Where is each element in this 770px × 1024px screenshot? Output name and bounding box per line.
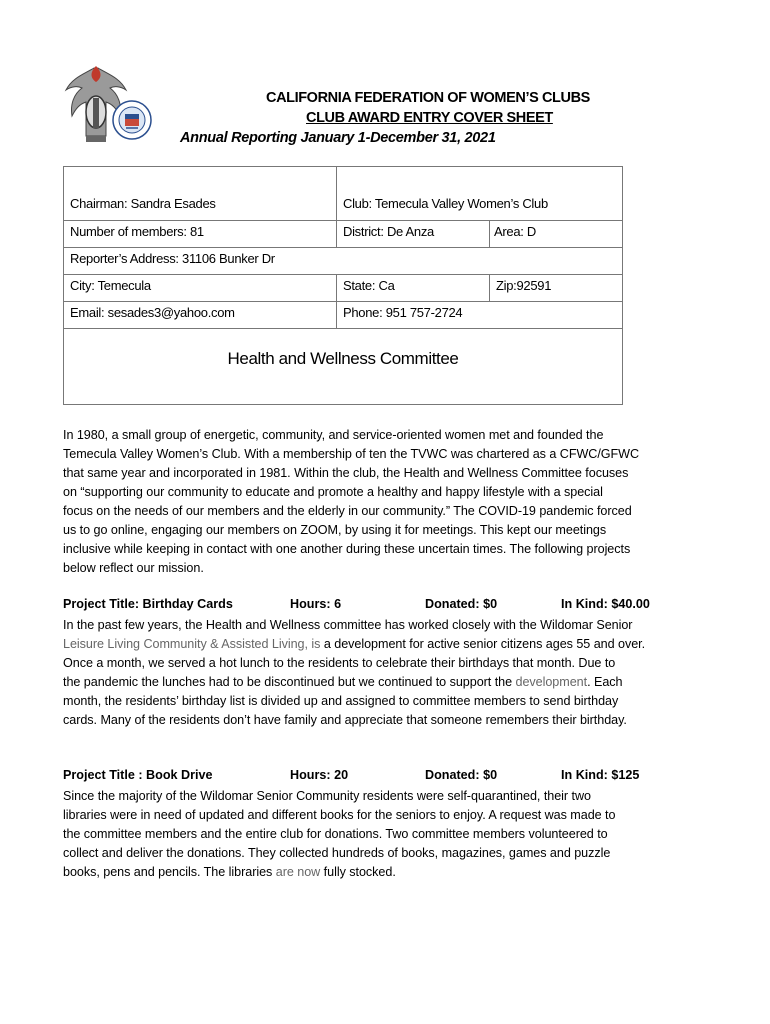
document-subtitle: CLUB AWARD ENTRY COVER SHEET	[306, 110, 553, 126]
intro-line: on “supporting our community to educate and promote a healthy and happy lifestyle with a special	[63, 485, 603, 499]
cover-sheet-form	[63, 166, 623, 405]
project-2-in-kind: In Kind: $125	[561, 768, 640, 782]
description-line: In the past few years, the Health and Wellness committee has worked closely with the Wildomar Senior	[63, 618, 633, 632]
description-line: Once a month, we served a hot lunch to the residents to celebrate their birthdays that month. Due to	[63, 656, 616, 670]
cfwc-seal-logo	[112, 100, 152, 140]
project-1-title: Project Title: Birthday Cards	[63, 597, 233, 611]
description-text: the pandemic the lunches had to be discontinued but we continued to support the	[63, 675, 516, 689]
project-2-donated: Donated: $0	[425, 768, 498, 782]
description-line: month, the residents’ birthday list is divided up and assigned to committee members to send birthday	[63, 694, 619, 708]
area-field: Area: D	[494, 224, 536, 239]
project-1-hours: Hours: 6	[290, 597, 342, 611]
document-title: CALIFORNIA FEDERATION OF WOMEN’S CLUBS	[266, 90, 590, 106]
description-text: . Each	[587, 675, 623, 689]
column-divider	[336, 167, 337, 247]
community-name: Leisure Living Community & Assisted Living, is	[63, 637, 321, 651]
description-line	[63, 635, 713, 654]
intro-line: focus on the needs of our members and the elderly in our community.” The COVID-19 pandemic forced	[63, 504, 632, 518]
project-1-donated: Donated: $0	[425, 597, 498, 611]
intro-line: inclusive while keeping in contact with one another during these uncertain times. The following projects	[63, 542, 631, 556]
description-text: a development for active senior citizens ages 55 and over.	[320, 637, 646, 651]
row-divider	[64, 301, 622, 302]
intro-line: that same year and incorporated in 1981. Within the club, the Health and Wellness Committee focuses	[63, 466, 629, 480]
intro-line: In 1980, a small group of energetic, community, and service-oriented women met and founded the	[63, 428, 604, 442]
address-field: Reporter’s Address: 31106 Bunker Dr	[70, 251, 275, 266]
reporting-period: Annual Reporting January 1-December 31, 2021	[180, 130, 496, 146]
description-text: fully stocked.	[320, 865, 396, 879]
project-2-hours: Hours: 20	[290, 768, 349, 782]
row-divider	[64, 247, 622, 248]
city-field: City: Temecula	[70, 278, 151, 293]
project-1-description	[63, 616, 713, 730]
intro-line: us to go online, engaging our members on ZOOM, by using it for meetings. This kept our meetings	[63, 523, 607, 537]
description-line: the committee members and the entire club for donations. Two committee members volunteered to	[63, 827, 608, 841]
description-line: cards. Many of the residents don’t have family and appreciate that someone remembers their birthday.	[63, 713, 627, 727]
intro-paragraph	[63, 426, 713, 578]
state-field: State: Ca	[343, 278, 395, 293]
project-2-title: Project Title : Book Drive	[63, 768, 213, 782]
column-divider	[489, 220, 490, 247]
description-line	[63, 863, 713, 882]
intro-line: Temecula Valley Women’s Club. With a membership of ten the TVWC was chartered as a CFWC/GFWC	[63, 447, 640, 461]
row-divider	[64, 274, 622, 275]
committee-name: Health and Wellness Committee	[227, 349, 459, 368]
column-divider	[336, 274, 337, 328]
intro-line: below reflect our mission.	[63, 561, 204, 575]
description-line: collect and deliver the donations. They collected hundreds of books, magazines, games and puzzle	[63, 846, 611, 860]
club-field: Club: Temecula Valley Women’s Club	[343, 196, 548, 211]
phone-field: Phone: 951 757-2724	[343, 305, 463, 320]
project-1-in-kind: In Kind: $40.00	[561, 597, 650, 611]
description-line: Since the majority of the Wildomar Senior Community residents were self-quarantined, their two	[63, 789, 591, 803]
row-divider	[64, 328, 622, 329]
chairman-field: Chairman: Sandra Esades	[70, 196, 216, 211]
district-field: District: De Anza	[343, 224, 434, 239]
members-field: Number of members: 81	[70, 224, 204, 239]
column-divider	[489, 274, 490, 301]
zip-field: Zip:92591	[496, 278, 552, 293]
email-field: Email: sesades3@yahoo.com	[70, 305, 235, 320]
project-2-description	[63, 787, 713, 882]
description-line: libraries were in need of updated and different books for the seniors to enjoy. A request was made to	[63, 808, 616, 822]
description-text-gray: are now	[275, 865, 321, 879]
description-text: books, pens and pencils. The libraries	[63, 865, 276, 879]
description-text-gray: development	[515, 675, 588, 689]
row-divider	[64, 220, 622, 221]
description-line	[63, 673, 713, 692]
